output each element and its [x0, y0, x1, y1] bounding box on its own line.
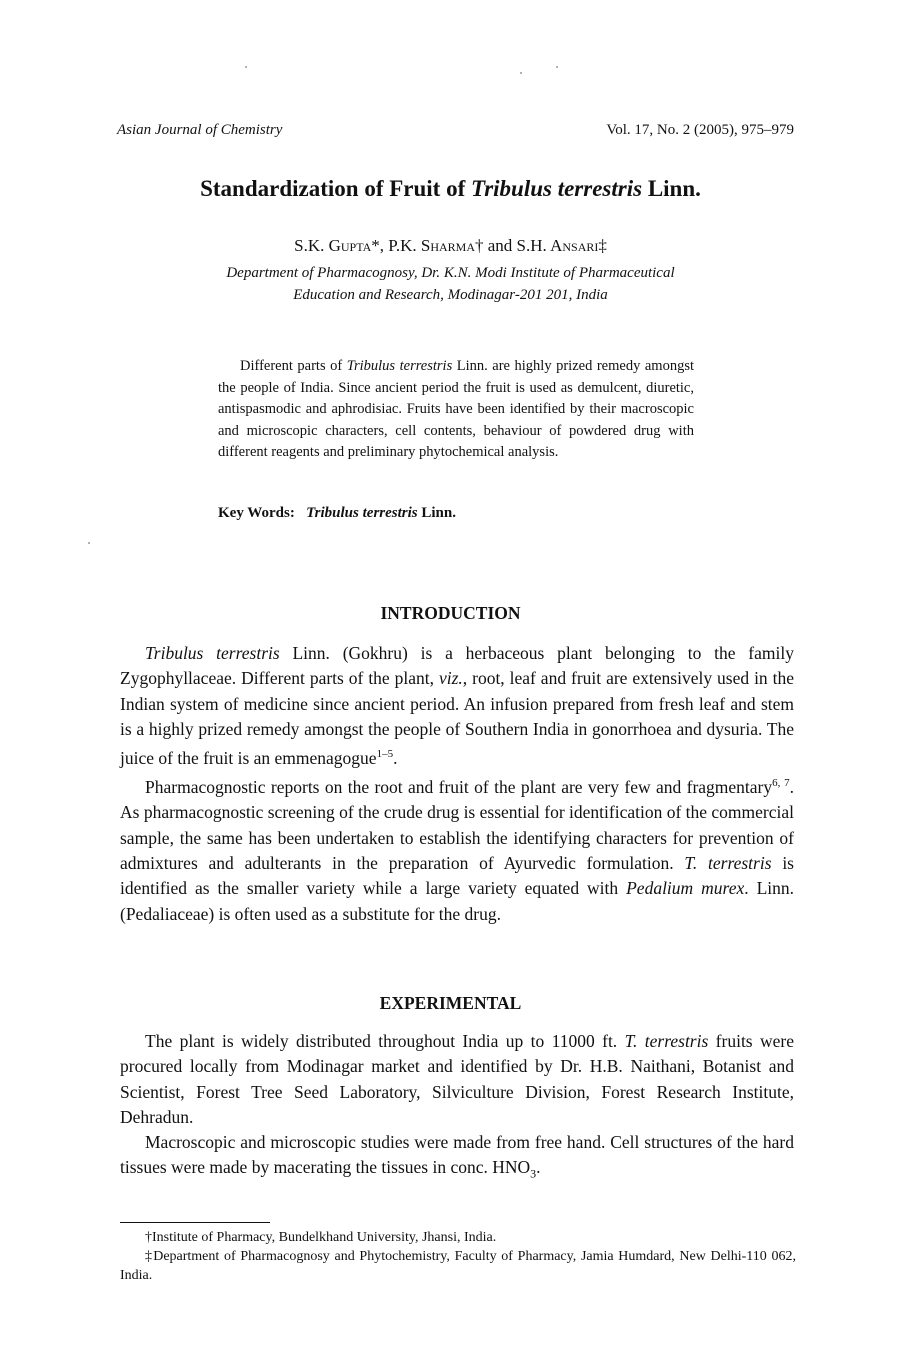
introduction-heading: INTRODUCTION — [380, 603, 521, 623]
introduction-body — [120, 641, 794, 927]
volume-info: Vol. 17, No. 2 (2005), 975–979 — [606, 122, 794, 138]
experimental-heading: EXPERIMENTAL — [379, 993, 522, 1013]
affiliation-line-2: Education and Research, Modinagar-201 201, India — [293, 287, 608, 303]
authors: S.K. Gupta*, P.K. Sharma† and S.H. Ansari‡ — [294, 236, 607, 255]
exp-paragraph-1: The plant is widely distributed throughout India up to 11000 ft. T. terrestris fruits were procured locally from Modinagar market and identified by Dr. H.B. Naithani, Botanist and Scientist, Forest Tree Seed Laboratory, Silviculture Division, Forest Research Institute, Dehradun. — [120, 1031, 794, 1127]
intro-paragraph-1: Tribulus terrestris Linn. (Gokhru) is a herbaceous plant belonging to the family Zygophyllaceae. Different parts of the plant, viz., root, leaf and fruit are extensively used in the Indian system of medicine since ancient period. An infusion prepared from fresh leaf and stem is a highly prized remedy amongst the people of Southern India in gonorrhoea and dysuria. The juice of the fruit is an emmenagogue$^{1-5}$. — [120, 643, 795, 769]
exp-paragraph-2: Macroscopic and microscopic studies were made from free hand. Cell structures of the hard tissues were made by macerating the tissues in conc. $HNO_3$. — [120, 1132, 794, 1181]
title-species: Tribulus terrestris — [471, 176, 643, 201]
scan-speck — [520, 72, 522, 74]
affiliation-line-1: Department of Pharmacognosy, Dr. K.N. Modi Institute of Pharmaceutical — [226, 265, 675, 281]
scan-speck — [245, 66, 247, 68]
citation: 6, 7 — [772, 777, 790, 790]
page-title: Standardization of Fruit of Tribulus terrestris Linn. — [200, 176, 701, 201]
keywords: Key Words: Tribulus terrestris Linn. — [218, 505, 456, 521]
experimental-body — [120, 1029, 794, 1187]
keywords-label: Key Words: — [218, 505, 295, 521]
intro-paragraph-2: Pharmacognostic reports on the root and fruit of the plant are very few and fragmentary$^{6, 7}$. As pharmacognostic screening of the crude drug is essential for identification of the commercial sample, the same has been undertaken to establish the identifying characters for prevention of admixtures and adulterants in the preparation of Ayurvedic formulation. T. terrestris is identified as the smaller variety while a large variety equated with Pedalium murex. Linn. (Pedaliaceae) is often used as a substitute for the drug. — [120, 777, 795, 924]
footnote-2: ‡Department of Pharmacognosy and Phytochemistry, Faculty of Pharmacy, Jamia Humdard, New Delhi-110 062, India. — [120, 1249, 796, 1283]
author-3: S.H. Ansari‡ — [516, 236, 607, 255]
journal-name: Asian Journal of Chemistry — [117, 122, 283, 138]
abstract: Different parts of Tribulus terrestris Linn. are highly prized remedy amongst the people of India. Since ancient period the fruit is used as demulcent, diuretic, antispasmodic and aphrodisiac. Fruits have been identified by their macroscopic and microscopic characters, cell contents, behaviour of powdered drug with different reagents and preliminary phytochemical analysis. — [218, 358, 694, 460]
footnote-1: †Institute of Pharmacy, Bundelkhand University, Jhansi, India. — [145, 1230, 497, 1245]
author-1: S.K. Gupta* — [294, 236, 380, 255]
footnote-rule — [120, 1222, 270, 1223]
scan-speck — [556, 66, 558, 68]
footnotes — [120, 1228, 796, 1285]
scan-speck — [88, 542, 90, 544]
citation: 1–5 — [376, 748, 394, 761]
affiliation — [0, 262, 901, 306]
author-2: P.K. Sharma† — [388, 236, 484, 255]
